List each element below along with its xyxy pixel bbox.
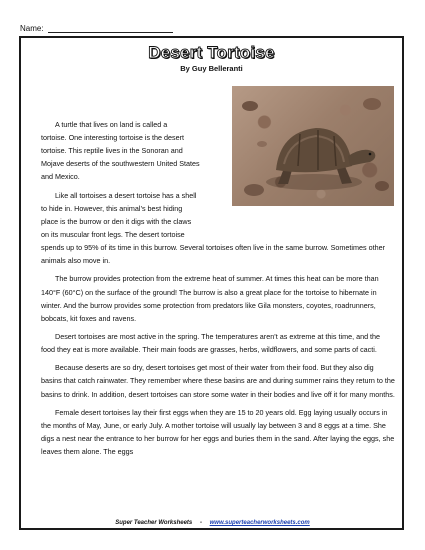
article-body bbox=[41, 118, 396, 463]
paragraph-5: Because deserts are so dry, desert tortoises get most of their water from their food. But they also dig basins that catch rainwater. They remember where these basins are and during summer rains they return to the basins to drink. In addition, desert tortoises can store some water in their bodies and live off it for many months. bbox=[41, 363, 395, 399]
footer-separator: - bbox=[199, 520, 202, 526]
name-blank-line[interactable] bbox=[48, 24, 173, 33]
paragraph-4: Desert tortoises are most active in the spring. The temperatures aren’t as extreme at this time, and the food they eat is more available. Their main foods are grasses, herbs, wildflowers, and some parts of cacti. bbox=[41, 331, 381, 355]
paragraph-3: The burrow provides protection from the extreme heat of summer. At times this heat can be more than 140°F (60°C) on the surface of the ground! The burrow is also a great place for the tortoise to hibernate in winter. And the burrow provides some protection from predators like Gila monsters, coyotes, roadrunners, bobcats, kit foxes and ravens. bbox=[41, 274, 379, 323]
article-byline: By Guy Belleranti bbox=[180, 64, 243, 73]
worksheet-frame bbox=[19, 36, 404, 530]
paragraph-2: Like all tortoises a desert tortoise has a shell to hide in. However, this animal’s best hiding place is the burrow or den it digs with the claws on its muscular front legs. The desert tortoise spends up to 95% of its time in this burrow. Several tortoises often live in the same burrow. Sometimes other animals also move in. bbox=[41, 190, 385, 266]
footer-brand: Super Teacher Worksheets bbox=[115, 520, 193, 526]
name-field-row bbox=[20, 24, 173, 33]
paragraph-1: A turtle that lives on land is called a tortoise. One interesting tortoise is the desert tortoise. This reptile lives in the Sonoran and Mojave deserts of the southwestern United States and Mexico. bbox=[41, 120, 200, 182]
footer-url-link[interactable]: www.superteacherworksheets.com bbox=[209, 520, 310, 526]
name-label: Name: bbox=[20, 24, 44, 33]
paragraph-6: Female desert tortoises lay their first eggs when they are 15 to 20 years old. Egg laying usually occurs in the months of May, June, or early July. A mother tortoise will usually lay between 3 and 8 eggs at a time. She digs a nest near the entrance to her burrow for her eggs and buries them in the sand. After laying the eggs, she leaves them alone. The eggs bbox=[41, 407, 395, 457]
article-title: Desert Tortoise bbox=[148, 43, 275, 62]
page-footer bbox=[0, 520, 425, 526]
